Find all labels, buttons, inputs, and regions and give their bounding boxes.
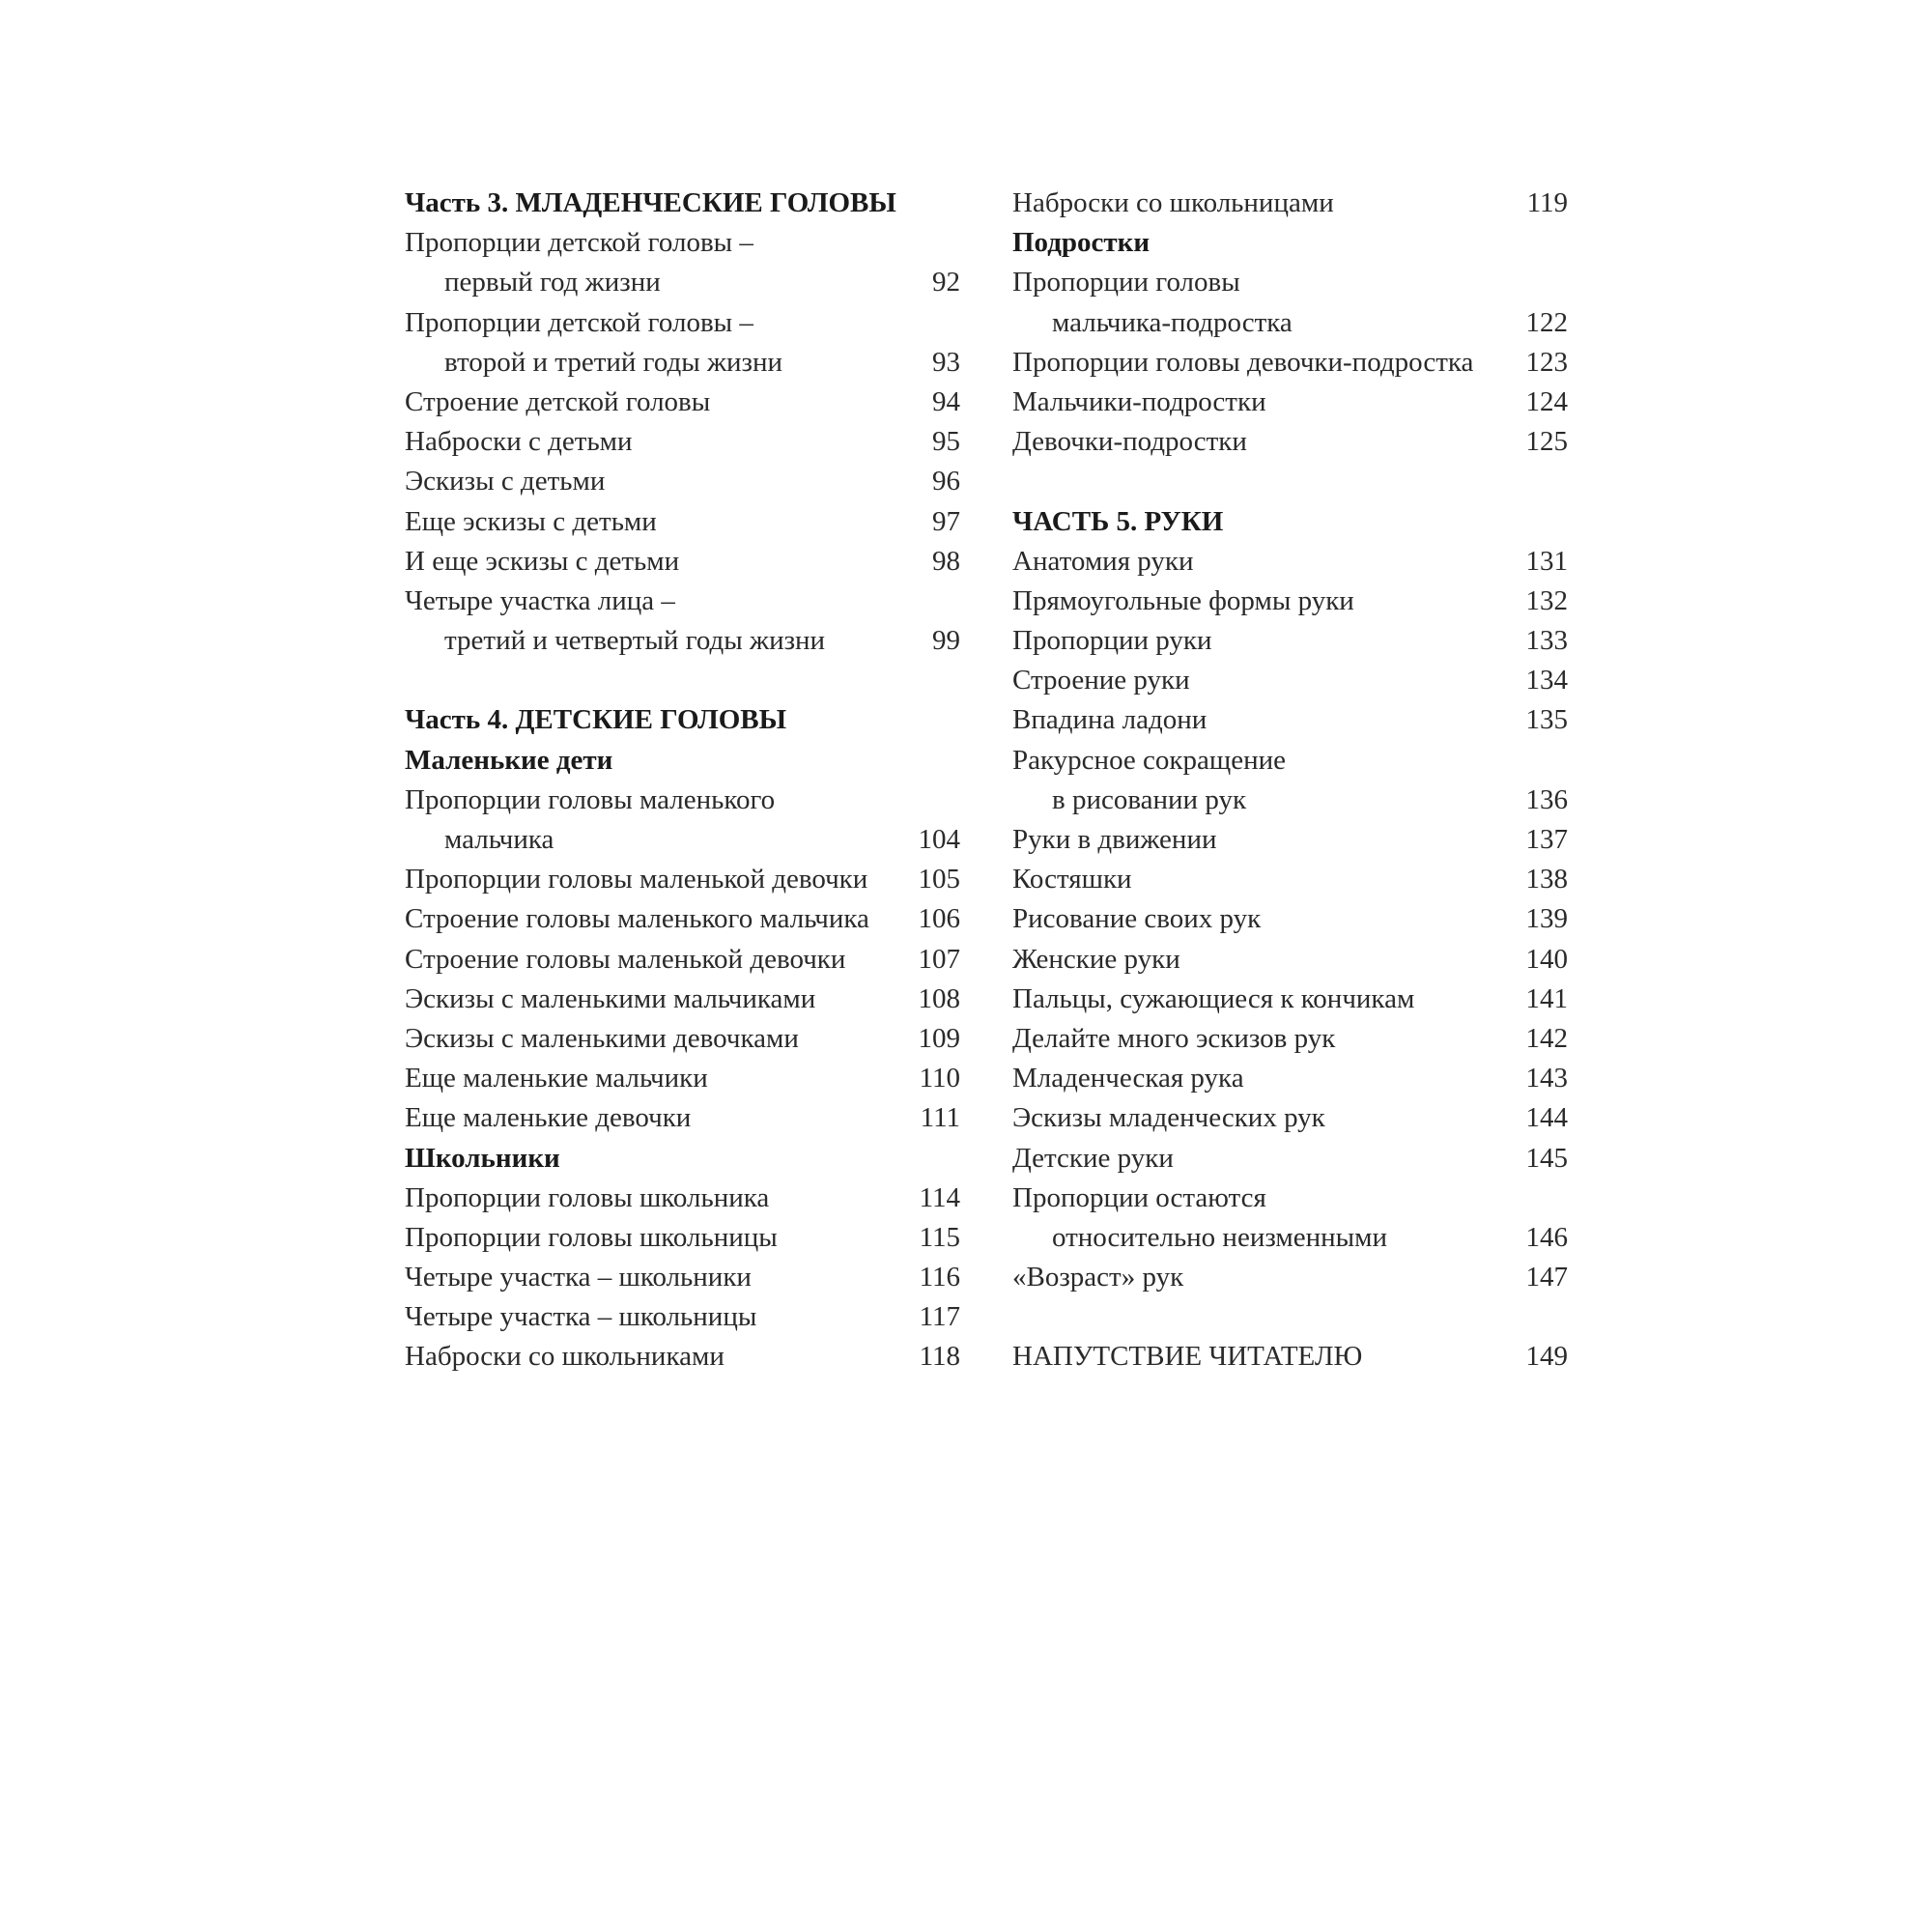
toc-entry-title: Пропорции головы маленькой девочки: [405, 864, 868, 895]
toc-page-number: 111: [920, 1102, 960, 1134]
toc-entry: [405, 1297, 960, 1337]
toc-left-column: [405, 184, 960, 1378]
toc-entry-continuation: [405, 343, 960, 383]
toc-entry-title: Пропорции головы школьника: [405, 1181, 770, 1213]
toc-entry-title: Пропорции головы маленького: [405, 783, 776, 815]
section-spacer: [405, 661, 960, 700]
toc-entry: [405, 1337, 960, 1377]
toc-entry-title: Эскизы с маленькими девочками: [405, 1022, 799, 1054]
toc-entry: [405, 1179, 960, 1218]
toc-entry-title: в рисовании рук: [1052, 783, 1247, 815]
toc-entry: [405, 1059, 960, 1098]
toc-entry: [405, 422, 960, 462]
toc-page-number: 147: [1525, 1262, 1568, 1293]
toc-entry: [1012, 741, 1568, 781]
toc-entry-title: Пропорции руки: [1012, 625, 1212, 657]
toc-page-number: 108: [918, 982, 960, 1014]
toc-entry-title: Четыре участка лица –: [405, 584, 675, 616]
toc-entry-title: Маленькие дети: [405, 744, 613, 776]
toc-entry: [405, 223, 960, 263]
toc-entry-title: Строение головы маленького мальчика: [405, 903, 869, 935]
toc-entry-title: Четыре участка – школьники: [405, 1262, 752, 1293]
toc-entry-title: Наброски с детьми: [405, 426, 633, 458]
toc-entry: [1012, 542, 1568, 582]
toc-entry-title: Женские руки: [1012, 943, 1180, 975]
toc-page-number: 115: [919, 1221, 960, 1253]
toc-entry-continuation: [405, 263, 960, 302]
toc-entry: [1012, 661, 1568, 700]
toc-entry-title: Подростки: [1012, 227, 1151, 259]
toc-page-number: 123: [1525, 346, 1568, 378]
toc-entry-title: Наброски со школьниками: [405, 1341, 724, 1373]
toc-entry: [1012, 1337, 1568, 1377]
toc-entry-title: Девочки-подростки: [1012, 426, 1247, 458]
toc-section-heading: [405, 741, 960, 781]
toc-entry: [1012, 343, 1568, 383]
toc-entry: [1012, 263, 1568, 302]
toc-entry-title: Строение детской головы: [405, 385, 711, 417]
toc-entry-title: Пропорции головы девочки-подростка: [1012, 346, 1474, 378]
toc-page-number: 142: [1525, 1022, 1568, 1054]
toc-entry-title: мальчика-подростка: [1052, 306, 1293, 338]
toc-page-number: 135: [1525, 704, 1568, 736]
toc-page-number: 92: [932, 267, 960, 298]
toc-entry: [1012, 820, 1568, 860]
toc-entry: [405, 1218, 960, 1258]
toc-entry-title: Мальчики-подростки: [1012, 385, 1266, 417]
toc-entry-continuation: [1012, 303, 1568, 343]
toc-entry-title: Руки в движении: [1012, 824, 1217, 855]
toc-entry: [1012, 383, 1568, 422]
toc-entry-title: первый год жизни: [444, 267, 661, 298]
toc-entry: [1012, 1059, 1568, 1098]
toc-entry-continuation: [1012, 781, 1568, 820]
toc-entry-title: Пропорции детской головы –: [405, 306, 753, 338]
toc-entry: [1012, 1139, 1568, 1179]
toc-section-heading: [1012, 223, 1568, 263]
toc-part-heading: [405, 184, 960, 223]
toc-entry-title: Эскизы с маленькими мальчиками: [405, 982, 816, 1014]
toc-entry: [1012, 899, 1568, 939]
toc-page-number: 131: [1525, 545, 1568, 577]
toc-page-number: 137: [1525, 824, 1568, 855]
toc-entry: [405, 980, 960, 1019]
toc-page-number: 117: [919, 1301, 960, 1333]
toc-page-number: 138: [1525, 864, 1568, 895]
toc-right-column: [1012, 184, 1568, 1378]
toc-page-number: 114: [919, 1181, 960, 1213]
toc-entry: [1012, 621, 1568, 661]
toc-page-number: 119: [1526, 187, 1568, 218]
toc-entry: [1012, 184, 1568, 223]
toc-entry: [405, 542, 960, 582]
toc-entry-title: Четыре участка – школьницы: [405, 1301, 757, 1333]
toc-entry: [405, 940, 960, 980]
toc-entry: [405, 303, 960, 343]
toc-entry-title: Строение головы маленькой девочки: [405, 943, 846, 975]
toc-entry: [1012, 1179, 1568, 1218]
toc-page-number: 139: [1525, 903, 1568, 935]
toc-page-number: 136: [1525, 783, 1568, 815]
toc-entry: [1012, 422, 1568, 462]
toc-part-heading: [1012, 502, 1568, 542]
toc-page-number: 97: [932, 505, 960, 537]
toc-entry: [405, 860, 960, 899]
toc-page-number: 145: [1525, 1142, 1568, 1174]
toc-entry-title: Эскизы младенческих рук: [1012, 1102, 1325, 1134]
toc-entry-title: Школьники: [405, 1142, 560, 1174]
toc-entry-title: НАПУТСТВИЕ ЧИТАТЕЛЮ: [1012, 1341, 1363, 1373]
toc-page-number: 106: [918, 903, 960, 935]
toc-entry-title: третий и четвертый годы жизни: [444, 625, 826, 657]
toc-page-number: 107: [918, 943, 960, 975]
toc-entry-title: Делайте много эскизов рук: [1012, 1022, 1336, 1054]
toc-entry-title: ЧАСТЬ 5. РУКИ: [1012, 505, 1224, 537]
toc-entry-title: Часть 3. МЛАДЕНЧЕСКИЕ ГОЛОВЫ: [405, 187, 896, 218]
toc-page-number: 94: [932, 385, 960, 417]
toc-entry: [1012, 582, 1568, 621]
toc-entry-continuation: [405, 820, 960, 860]
toc-entry-title: мальчика: [444, 824, 554, 855]
toc-page-number: 96: [932, 466, 960, 497]
toc-entry: [405, 781, 960, 820]
toc-entry-title: Костяшки: [1012, 864, 1132, 895]
toc-page-number: 134: [1525, 665, 1568, 696]
section-spacer: [1012, 1297, 1568, 1337]
toc-entry-title: Детские руки: [1012, 1142, 1174, 1174]
toc-entry: [405, 502, 960, 542]
toc-entry-title: Пропорции детской головы –: [405, 227, 753, 259]
toc-entry: [405, 383, 960, 422]
toc-entry-title: относительно неизменными: [1052, 1221, 1388, 1253]
toc-page-number: 116: [919, 1262, 960, 1293]
toc-entry-title: Ракурсное сокращение: [1012, 744, 1286, 776]
toc-entry: [405, 1019, 960, 1059]
toc-entry-title: Еще маленькие девочки: [405, 1102, 692, 1134]
toc-entry-title: Пропорции остаются: [1012, 1181, 1266, 1213]
toc-page-number: 93: [932, 346, 960, 378]
toc-entry-title: второй и третий годы жизни: [444, 346, 783, 378]
toc-entry: [1012, 940, 1568, 980]
toc-entry-title: Наброски со школьницами: [1012, 187, 1334, 218]
toc-entry-title: «Возраст» рук: [1012, 1262, 1184, 1293]
toc-page-number: 143: [1525, 1063, 1568, 1094]
toc-entry-title: Еще эскизы с детьми: [405, 505, 657, 537]
toc-entry-title: Анатомия руки: [1012, 545, 1194, 577]
toc-entry: [1012, 980, 1568, 1019]
toc-entry: [1012, 1019, 1568, 1059]
toc-entry-title: И еще эскизы с детьми: [405, 545, 680, 577]
toc-entry: [1012, 860, 1568, 899]
toc-entry-title: Эскизы с детьми: [405, 466, 606, 497]
toc-page-number: 141: [1525, 982, 1568, 1014]
section-spacer: [1012, 462, 1568, 501]
toc-page-number: 124: [1525, 385, 1568, 417]
toc-entry-title: Пропорции головы: [1012, 267, 1240, 298]
toc-entry-title: Впадина ладони: [1012, 704, 1208, 736]
toc-page-number: 104: [918, 824, 960, 855]
toc-page-number: 144: [1525, 1102, 1568, 1134]
toc-page-number: 109: [918, 1022, 960, 1054]
toc-page-number: 105: [918, 864, 960, 895]
toc-entry-title: Прямоугольные формы руки: [1012, 584, 1354, 616]
toc-entry: [405, 1098, 960, 1138]
toc-entry-continuation: [1012, 1218, 1568, 1258]
toc-page-number: 98: [932, 545, 960, 577]
toc-entry-title: Часть 4. ДЕТСКИЕ ГОЛОВЫ: [405, 704, 787, 736]
toc-page-number: 99: [932, 625, 960, 657]
toc-page-number: 149: [1525, 1341, 1568, 1373]
toc-entry: [405, 582, 960, 621]
toc-entry-title: Пропорции головы школьницы: [405, 1221, 778, 1253]
toc-page-number: 110: [919, 1063, 960, 1094]
toc-entry: [405, 462, 960, 501]
toc-section-heading: [405, 1139, 960, 1179]
toc-entry: [1012, 1258, 1568, 1297]
toc-part-heading: [405, 700, 960, 740]
toc-entry: [405, 899, 960, 939]
toc-entry-continuation: [405, 621, 960, 661]
toc-page-number: 125: [1525, 426, 1568, 458]
toc-page-number: 140: [1525, 943, 1568, 975]
toc-page-number: 118: [919, 1341, 960, 1373]
toc-entry-title: Строение руки: [1012, 665, 1190, 696]
toc-page-number: 95: [932, 426, 960, 458]
toc-entry: [1012, 1098, 1568, 1138]
toc-page-number: 122: [1525, 306, 1568, 338]
toc-entry: [405, 1258, 960, 1297]
toc-entry: [1012, 700, 1568, 740]
toc-page-number: 132: [1525, 584, 1568, 616]
toc-page-number: 133: [1525, 625, 1568, 657]
toc-entry-title: Еще маленькие мальчики: [405, 1063, 708, 1094]
toc-page-number: 146: [1525, 1221, 1568, 1253]
toc-entry-title: Младенческая рука: [1012, 1063, 1244, 1094]
toc-entry-title: Пальцы, сужающиеся к кончикам: [1012, 982, 1415, 1014]
toc-entry-title: Рисование своих рук: [1012, 903, 1262, 935]
